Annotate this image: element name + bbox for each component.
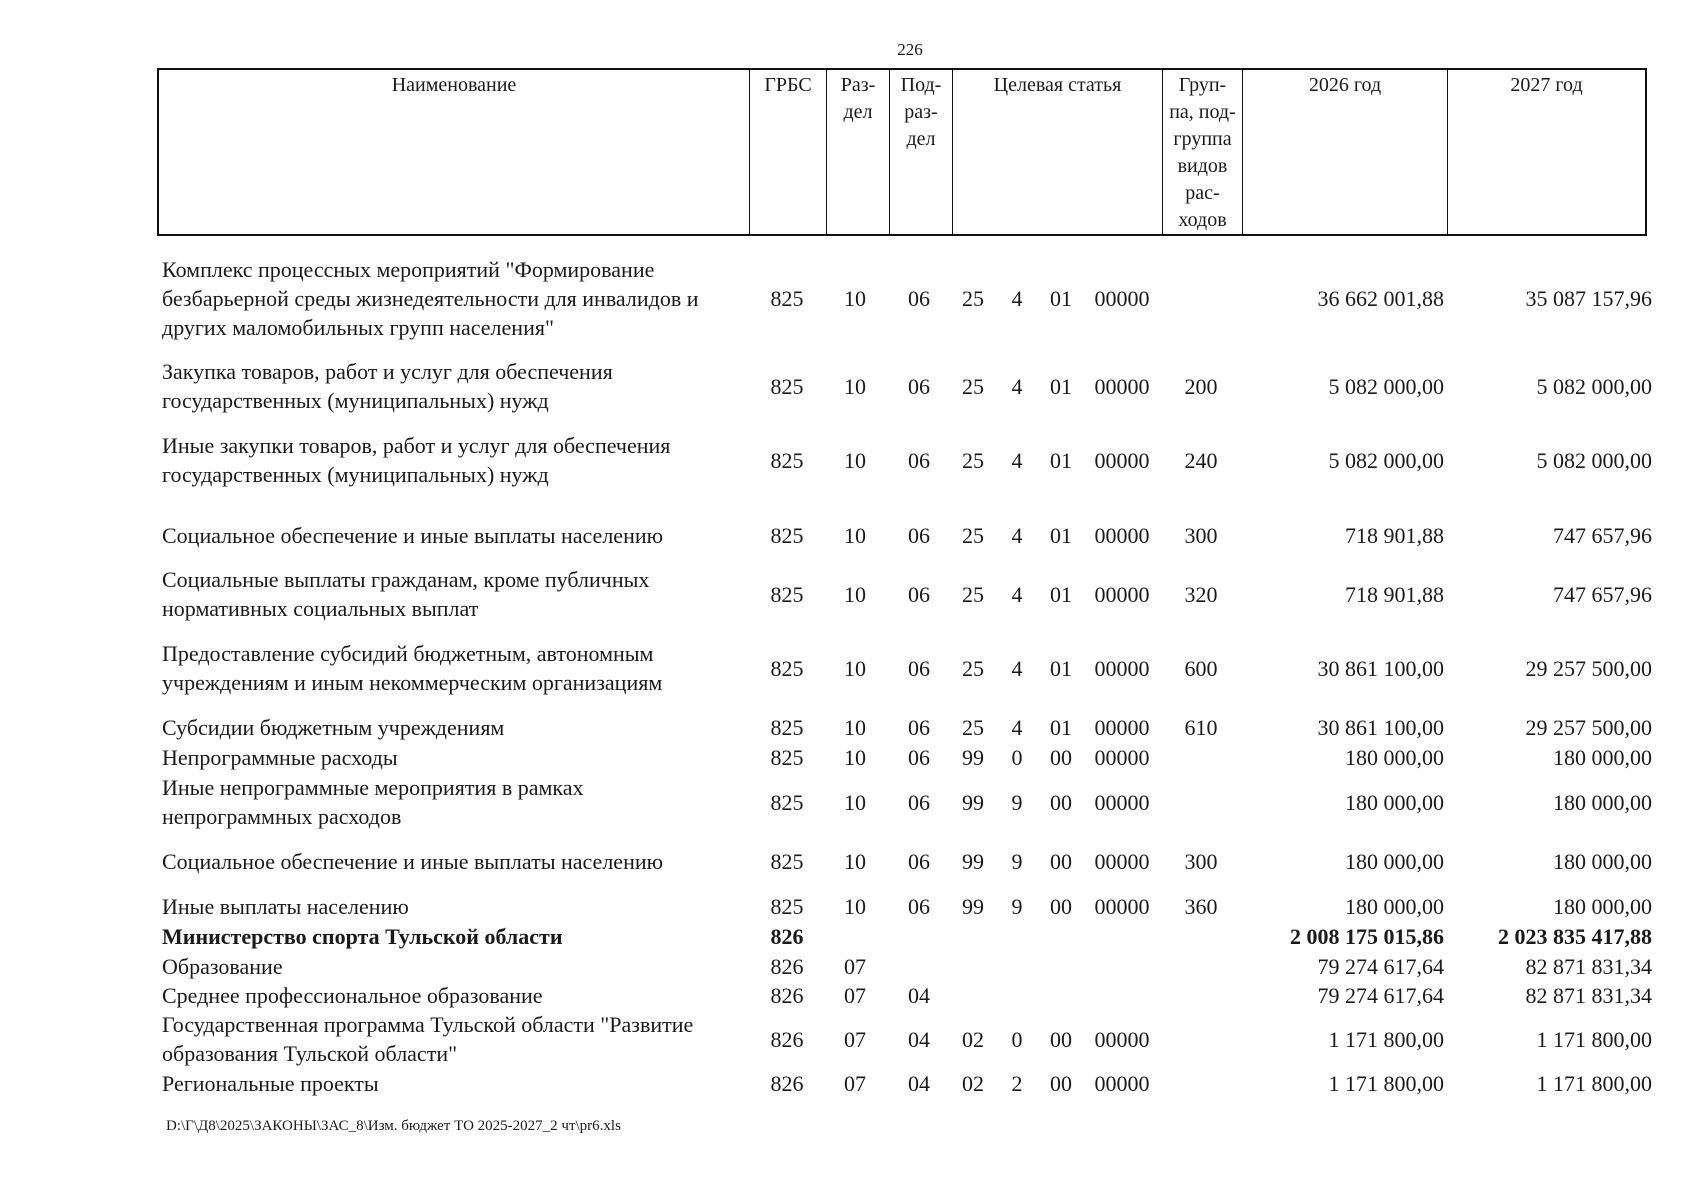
row-name [162, 892, 742, 921]
row-name [162, 922, 742, 951]
target-article-type: 9 [1011, 893, 1023, 919]
target-article-code: 00000 [1094, 581, 1150, 607]
target-article-type: 4 [1011, 655, 1023, 681]
podrazdel-cell: 06 [908, 522, 930, 548]
target-article-group: 00 [1050, 848, 1072, 874]
page-number: 226 [897, 40, 923, 59]
file-path: D:\Г\Д8\2025\ЗАКОНЫ\ЗАС_8\Изм. бюджет ТО 2025-2027_2 чт\pr6.xls [166, 1118, 621, 1134]
podrazdel-cell: 06 [908, 848, 930, 874]
row-name-line: Закупка товаров, работ и услуг для обеспечения [162, 359, 613, 384]
target-article-program: 25 [962, 714, 984, 740]
target-article-program: 99 [962, 893, 984, 919]
target-article-program: 25 [962, 522, 984, 548]
amount-2026: 2 008 175 015,86 [1290, 923, 1444, 949]
amount-2026: 180 000,00 [1345, 848, 1444, 874]
amount-2027: 2 023 835 417,88 [1498, 923, 1652, 949]
razdel-cell: 07 [844, 1070, 866, 1096]
target-article-type: 0 [1011, 1026, 1023, 1052]
row-name [162, 521, 742, 550]
target-article-code: 00000 [1094, 744, 1150, 770]
target-article-group: 01 [1050, 373, 1072, 399]
row-name [162, 565, 742, 623]
row-name-line: Комплекс процессных мероприятий "Формирование [162, 256, 655, 282]
podrazdel-cell: 06 [908, 714, 930, 740]
row-name-line: Иные непрограммные мероприятия в рамках [162, 775, 584, 800]
row-name [162, 1010, 742, 1068]
target-article-type: 0 [1011, 744, 1023, 770]
amount-2027: 29 257 500,00 [1525, 714, 1652, 740]
grbs-cell: 825 [770, 714, 804, 740]
target-article-program: 02 [962, 1070, 984, 1096]
razdel-cell: 10 [844, 655, 866, 681]
header-razdel: Раз- дел [826, 70, 889, 234]
target-article-program: 25 [962, 373, 984, 399]
amount-2026: 718 901,88 [1345, 522, 1444, 548]
grbs-cell: 825 [770, 848, 804, 874]
podrazdel-cell: 04 [908, 1026, 930, 1052]
grbs-cell: 825 [770, 744, 804, 770]
row-name [162, 431, 742, 489]
amount-2027: 5 082 000,00 [1536, 373, 1652, 399]
podrazdel-cell: 04 [908, 1070, 930, 1096]
amount-2026: 30 861 100,00 [1317, 655, 1444, 681]
target-article-type: 4 [1011, 285, 1023, 311]
amount-2026: 5 082 000,00 [1328, 447, 1444, 473]
amount-2026: 180 000,00 [1345, 789, 1444, 815]
row-name [162, 1069, 742, 1098]
row-name-line: Региональные проекты [162, 1070, 379, 1096]
podrazdel-cell: 04 [908, 982, 930, 1008]
amount-2026: 718 901,88 [1345, 581, 1444, 607]
grbs-cell: 825 [770, 373, 804, 399]
row-name [162, 773, 742, 831]
amount-2026: 1 171 800,00 [1328, 1070, 1444, 1096]
amount-2026: 36 662 001,88 [1317, 285, 1444, 311]
target-article-program: 02 [962, 1026, 984, 1052]
razdel-cell: 10 [844, 714, 866, 740]
row-name-line: непрограммных расходов [162, 804, 402, 829]
amount-2026: 180 000,00 [1345, 744, 1444, 770]
amount-2027: 180 000,00 [1553, 744, 1652, 770]
target-article-program: 25 [962, 655, 984, 681]
expense-group-cell: 300 [1184, 522, 1218, 548]
row-name-line: Среднее профессиональное образование [162, 982, 543, 1008]
row-name [162, 952, 742, 981]
amount-2027: 180 000,00 [1553, 789, 1652, 815]
expense-group-cell: 610 [1184, 714, 1218, 740]
razdel-cell: 10 [844, 848, 866, 874]
target-article-code: 00000 [1094, 447, 1150, 473]
amount-2027: 1 171 800,00 [1536, 1026, 1652, 1052]
amount-2026: 30 861 100,00 [1317, 714, 1444, 740]
amount-2027: 180 000,00 [1553, 848, 1652, 874]
target-article-code: 00000 [1094, 789, 1150, 815]
target-article-group: 00 [1050, 1070, 1072, 1096]
target-article-program: 25 [962, 447, 984, 473]
row-name-line: безбарьерной среды жизнедеятельности для инвалидов и [162, 285, 699, 311]
target-article-code: 00000 [1094, 893, 1150, 919]
target-article-type: 9 [1011, 789, 1023, 815]
razdel-cell: 10 [844, 285, 866, 311]
amount-2027: 29 257 500,00 [1525, 655, 1652, 681]
header-gruppa: Груп- па, под- группа видов рас- ходов [1162, 70, 1242, 234]
target-article-group: 00 [1050, 744, 1072, 770]
amount-2027: 5 082 000,00 [1536, 447, 1652, 473]
grbs-cell: 825 [770, 447, 804, 473]
target-article-type: 9 [1011, 848, 1023, 874]
target-article-type: 4 [1011, 714, 1023, 740]
podrazdel-cell: 06 [908, 789, 930, 815]
amount-2026: 79 274 617,64 [1317, 982, 1444, 1008]
target-article-program: 99 [962, 744, 984, 770]
podrazdel-cell: 06 [908, 581, 930, 607]
amount-2026: 79 274 617,64 [1317, 953, 1444, 979]
razdel-cell: 10 [844, 373, 866, 399]
header-grbs: ГРБС [749, 70, 826, 234]
table-header [157, 68, 1647, 236]
amount-2027: 180 000,00 [1553, 893, 1652, 919]
target-article-group: 00 [1050, 789, 1072, 815]
target-article-group: 00 [1050, 1026, 1072, 1052]
grbs-cell: 825 [770, 522, 804, 548]
amount-2027: 82 871 831,34 [1525, 953, 1652, 979]
grbs-cell: 825 [770, 655, 804, 681]
row-name-line: Предоставление субсидий бюджетным, автономным [162, 641, 654, 666]
grbs-cell: 825 [770, 285, 804, 311]
grbs-cell: 826 [770, 953, 804, 979]
razdel-cell: 07 [844, 982, 866, 1008]
row-name-line: Субсидии бюджетным учреждениям [162, 714, 505, 740]
target-article-group: 01 [1050, 581, 1072, 607]
grbs-cell: 825 [770, 893, 804, 919]
target-article-code: 00000 [1094, 714, 1150, 740]
razdel-cell: 07 [844, 1026, 866, 1052]
grbs-cell: 825 [770, 581, 804, 607]
row-name [162, 639, 742, 697]
row-name [162, 743, 742, 772]
row-name-line: Министерство спорта Тульской области [162, 923, 563, 949]
expense-group-cell: 240 [1184, 447, 1218, 473]
target-article-type: 4 [1011, 373, 1023, 399]
podrazdel-cell: 06 [908, 373, 930, 399]
target-article-group: 01 [1050, 447, 1072, 473]
row-name-line: нормативных социальных выплат [162, 596, 479, 621]
target-article-code: 00000 [1094, 285, 1150, 311]
grbs-cell: 826 [770, 982, 804, 1008]
row-name-line: государственных (муниципальных) нужд [162, 388, 549, 413]
podrazdel-cell: 06 [908, 285, 930, 311]
target-article-group: 01 [1050, 522, 1072, 548]
target-article-code: 00000 [1094, 1070, 1150, 1096]
podrazdel-cell: 06 [908, 893, 930, 919]
target-article-group: 01 [1050, 655, 1072, 681]
header-celevaya: Целевая статья [952, 70, 1162, 234]
target-article-group: 01 [1050, 714, 1072, 740]
target-article-program: 25 [962, 581, 984, 607]
row-name-line: учреждениям и иным некоммерческим организациям [162, 670, 663, 695]
razdel-cell: 10 [844, 789, 866, 815]
razdel-cell: 10 [844, 744, 866, 770]
target-article-type: 2 [1011, 1070, 1023, 1096]
expense-group-cell: 200 [1184, 373, 1218, 399]
razdel-cell: 10 [844, 581, 866, 607]
target-article-program: 99 [962, 789, 984, 815]
row-name-line: Социальное обеспечение и иные выплаты населению [162, 522, 664, 548]
row-name-line: Образование [162, 953, 283, 979]
header-2026: 2026 год [1242, 70, 1447, 234]
expense-group-cell: 360 [1184, 893, 1218, 919]
grbs-cell: 826 [770, 1070, 804, 1096]
target-article-code: 00000 [1094, 1026, 1150, 1052]
expense-group-cell: 300 [1184, 848, 1218, 874]
razdel-cell: 10 [844, 447, 866, 473]
expense-group-cell: 600 [1184, 655, 1218, 681]
row-name [162, 713, 742, 742]
target-article-code: 00000 [1094, 522, 1150, 548]
row-name-line: Непрограммные расходы [162, 744, 398, 770]
target-article-type: 4 [1011, 522, 1023, 548]
target-article-group: 00 [1050, 893, 1072, 919]
razdel-cell: 07 [844, 953, 866, 979]
row-name-line: Иные закупки товаров, работ и услуг для обеспечения [162, 433, 671, 458]
podrazdel-cell: 06 [908, 447, 930, 473]
podrazdel-cell: 06 [908, 655, 930, 681]
header-2027: 2027 год [1447, 70, 1645, 234]
row-name-line: Социальное обеспечение и иные выплаты населению [162, 848, 664, 874]
row-name [162, 255, 742, 342]
grbs-cell: 826 [770, 1026, 804, 1052]
amount-2027: 1 171 800,00 [1536, 1070, 1652, 1096]
expense-group-cell: 320 [1184, 581, 1218, 607]
row-name [162, 847, 742, 876]
row-name-line: Государственная программа Тульской области "Развитие [162, 1012, 694, 1037]
row-name-line: других маломобильных групп населения" [162, 314, 554, 340]
razdel-cell: 10 [844, 893, 866, 919]
grbs-cell: 825 [770, 789, 804, 815]
amount-2027: 82 871 831,34 [1525, 982, 1652, 1008]
target-article-program: 25 [962, 285, 984, 311]
razdel-cell: 10 [844, 522, 866, 548]
amount-2027: 35 087 157,96 [1525, 285, 1652, 311]
amount-2026: 180 000,00 [1345, 893, 1444, 919]
target-article-type: 4 [1011, 581, 1023, 607]
amount-2027: 747 657,96 [1553, 581, 1652, 607]
grbs-cell: 826 [770, 923, 804, 949]
row-name-line: Социальные выплаты гражданам, кроме публичных [162, 567, 650, 592]
target-article-type: 4 [1011, 447, 1023, 473]
target-article-code: 00000 [1094, 655, 1150, 681]
target-article-code: 00000 [1094, 848, 1150, 874]
row-name-line: государственных (муниципальных) нужд [162, 462, 549, 487]
header-name: Наименование [391, 74, 517, 96]
row-name [162, 981, 742, 1010]
podrazdel-cell: 06 [908, 744, 930, 770]
row-name-line: образования Тульской области" [162, 1041, 458, 1066]
amount-2027: 747 657,96 [1553, 522, 1652, 548]
target-article-program: 99 [962, 848, 984, 874]
amount-2026: 5 082 000,00 [1328, 373, 1444, 399]
amount-2026: 1 171 800,00 [1328, 1026, 1444, 1052]
row-name [162, 357, 742, 415]
target-article-group: 01 [1050, 285, 1072, 311]
row-name-line: Иные выплаты населению [162, 893, 409, 919]
header-podrazdel: Под- раз- дел [889, 70, 952, 234]
target-article-code: 00000 [1094, 373, 1150, 399]
